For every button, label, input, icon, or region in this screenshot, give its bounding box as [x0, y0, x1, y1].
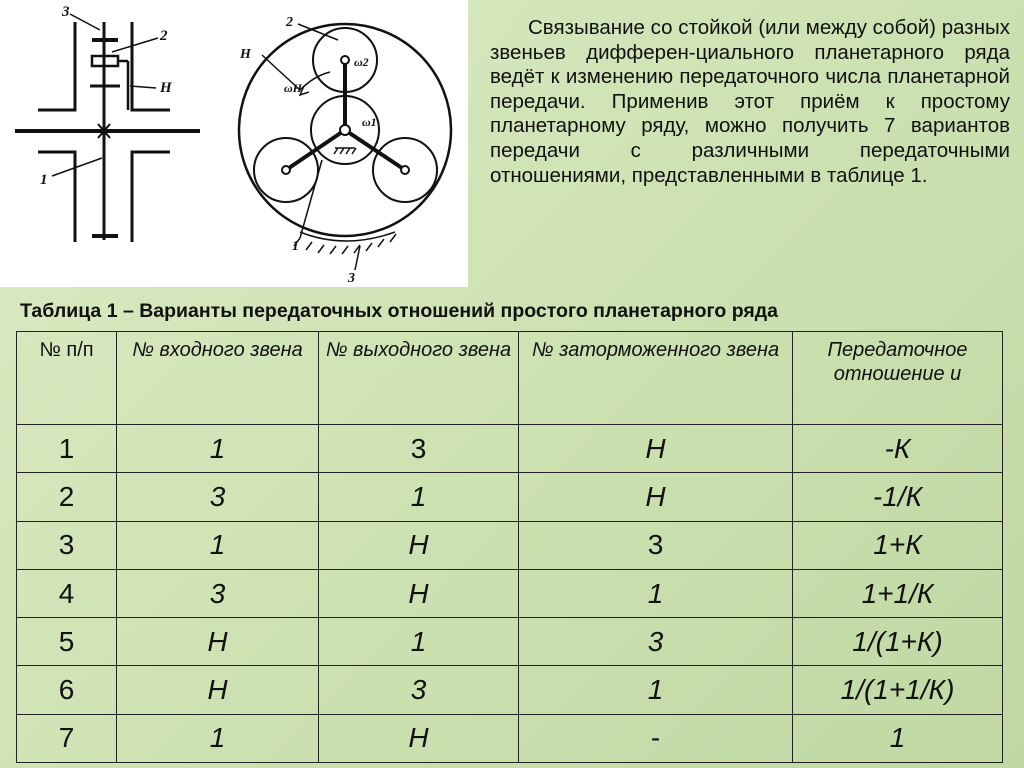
- table-header-row: [17, 332, 1003, 425]
- header-output-link: № выходного звена: [319, 332, 519, 425]
- label-1: 1: [40, 172, 48, 188]
- label-2: 2: [160, 28, 168, 44]
- ring-gear-upper-outline: [38, 22, 75, 110]
- cell-input: 1: [117, 521, 319, 569]
- cell-index: 3: [17, 521, 117, 569]
- label-leader-2: [112, 38, 158, 52]
- table-row: [17, 569, 1003, 617]
- cell-index: 4: [17, 569, 117, 617]
- header-input-link: № входного звена: [117, 332, 319, 425]
- table-row: [17, 425, 1003, 473]
- label-r1: 1: [292, 239, 299, 254]
- label-omega-h: ωH: [284, 81, 303, 95]
- label-leader-r1: [300, 160, 322, 238]
- label-leader-h: [130, 86, 156, 88]
- planet-axis-left: [282, 166, 290, 174]
- cell-braked: -: [519, 714, 793, 762]
- cell-input: 1: [117, 714, 319, 762]
- label-r3: 3: [348, 271, 355, 286]
- intro-paragraph: Связывание со стойкой (или между собой) разных звеньев дифферен-циального планетарного ряда ведёт к изменению передаточного числа планетарной передачи. Применив этот приём к простому планетарному ряду, можно получить 7 вариантов передачи с различными передаточными отношениями, представленными в таблице 1.: [490, 16, 1010, 187]
- table-caption: Таблица 1 – Варианты передаточных отношений простого планетарного ряда: [20, 300, 778, 322]
- planet-axis-top: [341, 56, 349, 64]
- cell-output: 1: [319, 618, 519, 666]
- planet-axis-right: [401, 166, 409, 174]
- cell-output: Н: [319, 521, 519, 569]
- cell-ratio: 1/(1+К): [793, 618, 1003, 666]
- table-row: [17, 521, 1003, 569]
- central-axis: [340, 125, 350, 135]
- carrier-lower-outline: [132, 152, 170, 242]
- label-omega-2: ω2: [354, 55, 369, 69]
- cell-ratio: 1: [793, 714, 1003, 762]
- label-omega-1: ω1: [362, 115, 377, 129]
- cell-braked: Н: [519, 473, 793, 521]
- cell-index: 7: [17, 714, 117, 762]
- cell-index: 2: [17, 473, 117, 521]
- table-row: [17, 618, 1003, 666]
- cell-braked: Н: [519, 425, 793, 473]
- cell-input: 1: [117, 425, 319, 473]
- cell-output: 3: [319, 666, 519, 714]
- omega-h-arrow: [300, 72, 330, 90]
- cell-braked: 1: [519, 569, 793, 617]
- cell-ratio: -1/К: [793, 473, 1003, 521]
- cell-braked: 3: [519, 521, 793, 569]
- planetary-gear-figure: [0, 0, 468, 287]
- cell-ratio: 1/(1+1/К): [793, 666, 1003, 714]
- label-leader-1: [52, 158, 102, 176]
- ring-gear-lower-outline: [38, 152, 75, 242]
- cell-braked: 3: [519, 618, 793, 666]
- cell-input: Н: [117, 618, 319, 666]
- table-row: [17, 473, 1003, 521]
- cell-input: Н: [117, 666, 319, 714]
- cell-index: 5: [17, 618, 117, 666]
- label-3: 3: [62, 4, 70, 20]
- cell-braked: 1: [519, 666, 793, 714]
- planetary-gear-diagram: [0, 0, 468, 287]
- label-r2: 2: [286, 15, 293, 30]
- cell-ratio: 1+1/К: [793, 569, 1003, 617]
- table-row: [17, 714, 1003, 762]
- header-index: № п/п: [17, 332, 117, 425]
- ground-hatch-center: [334, 148, 356, 154]
- label-rh: H: [240, 47, 251, 62]
- cell-ratio: 1+К: [793, 521, 1003, 569]
- cell-index: 6: [17, 666, 117, 714]
- cell-output: 1: [319, 473, 519, 521]
- label-h: H: [160, 80, 172, 96]
- cell-output: Н: [319, 714, 519, 762]
- cell-index: 1: [17, 425, 117, 473]
- gear-ratio-table: [16, 331, 1003, 763]
- cell-ratio: -К: [793, 425, 1003, 473]
- cell-output: Н: [319, 569, 519, 617]
- cell-input: 3: [117, 473, 319, 521]
- header-gear-ratio: Передаточное отношение и: [793, 332, 1003, 425]
- header-braked-link: № заторможенного звена: [519, 332, 793, 425]
- cell-output: 3: [319, 425, 519, 473]
- cell-input: 3: [117, 569, 319, 617]
- table-row: [17, 666, 1003, 714]
